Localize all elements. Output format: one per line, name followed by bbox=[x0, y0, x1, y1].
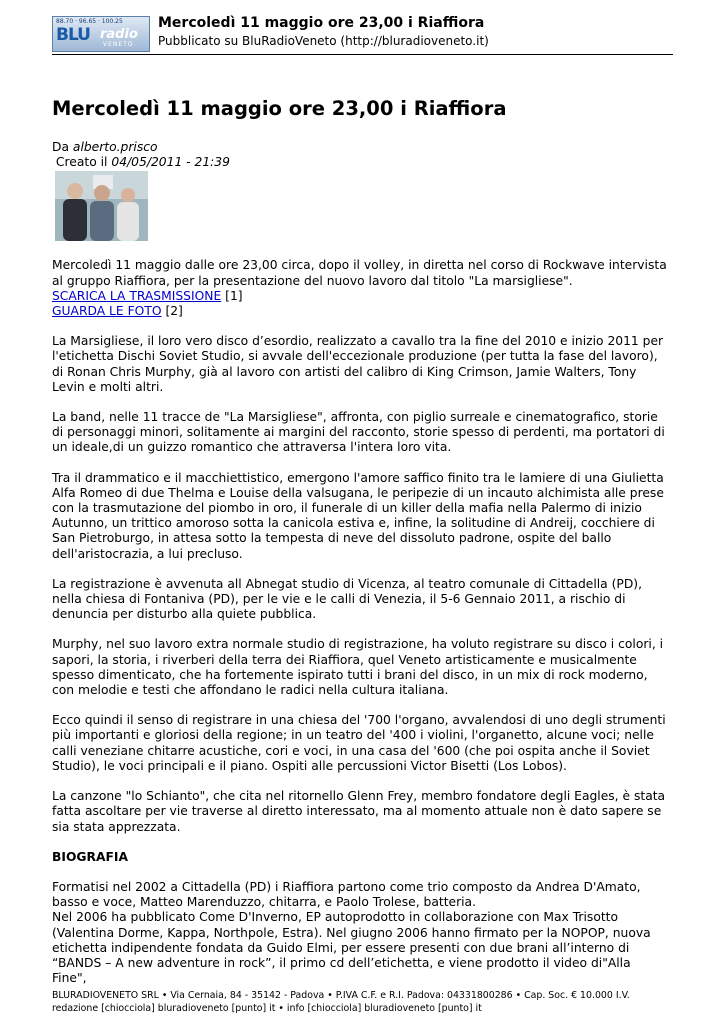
footer-contacts: redazione [chiocciola] bluradioveneto [punto] it • info [chiocciola] bluradioveneto [punto] it bbox=[52, 1003, 482, 1014]
created-prefix: Creato il bbox=[52, 155, 112, 170]
bluradioveneto-logo bbox=[52, 16, 150, 52]
view-photos-link[interactable]: GUARDA LE FOTO bbox=[52, 304, 162, 319]
ref-2: [2] bbox=[161, 304, 183, 319]
bio-line: Nel 2006 ha pubblicato Come D'Inverno, EP autoprodotto in collaborazione con Max Trisotto (Valentina Dorme, Kappa, Northpole, Estra). Nel giugno 2006 hanno firmato per la NOPOP, nuova etichetta indipendente fondata da Guido Elmi, per essere presenti con due brani all’interno di “BANDS – A new adventure in rock”, il primo cd dell’etichetta, e viene prodotto il video di"Alla Fine", bbox=[52, 910, 651, 986]
created-line bbox=[52, 155, 668, 170]
paragraph: Ecco quindi il senso di registrare in una chiesa del '700 l'organo, avvalendosi di uno degli strumenti più importanti e gloriosi della regione; in un teatro del '400 i violini, l'organetto, alcune voci; nelle calli veneziane chitarre acustiche, cori e voci, in una casa del '600 (che poi ospita anche il Soviet Studio), le voci principali e il piano. Ospiti alle percussioni Victor Bisetti (Los Lobos). bbox=[52, 713, 666, 773]
author-prefix: Da bbox=[52, 140, 73, 154]
paragraph: Murphy, nel suo lavoro extra normale studio di registrazione, ha voluto registrare su disco i colori, i sapori, la storia, i riverberi della terra dei Riaffiora, quel Veneto artisticamente e musicalmente spesso dimenticato, che ha fortemente ispirato tutti i brani del disco, in un mix di rock moderno, con melodie e testi che affondano le radici nella cultura italiana. bbox=[52, 637, 664, 698]
photos-line bbox=[52, 304, 668, 319]
logo-blu: BLU bbox=[56, 25, 90, 45]
download-broadcast-link[interactable]: SCARICA LA TRASMISSIONE bbox=[52, 288, 222, 303]
page-footer bbox=[52, 989, 672, 1015]
bio-heading: BIOGRAFIA bbox=[52, 849, 128, 864]
created-date: 04/05/2011 - 21:39 bbox=[111, 155, 230, 170]
footer-company: BLURADIOVENETO SRL • Via Cernaia, 84 - 35142 - Padova • P.IVA C.F. e R.I. Padova: 04331800286 • Cap. Soc. € 10.000 I.V. bbox=[52, 990, 630, 1001]
band-photo[interactable] bbox=[55, 171, 148, 241]
paragraph: La registrazione è avvenuta all Abnegat studio di Vicenza, al teatro comunale di Cittadella (PD), nella chiesa di Fontaniva (PD), per le vie e le calli di Venezia, il 5-6 Gennaio 2011, a rischio di denuncia per disturbo alla quiete pubblica. bbox=[52, 576, 642, 622]
paragraph: La band, nelle 11 tracce de "La Marsigliese", affronta, con piglio surreale e cinematografico, storie di personaggi minori, solitamente ai margini del racconto, storie spesso di perdenti, ma portatori di un ideale,di un guizzo romantico che attraversa l'intera loro vita. bbox=[52, 410, 665, 455]
paragraph: Tra il drammatico e il macchiettistico, emergono l'amore saffico finito tra le lamiere di una Giulietta Alfa Romeo di due Thelma e Louise della valsugana, le peripezie di un incauto alchimista alle prese con la trasmutazione del piombo in oro, il funerale di un killer della mafia nella Palermo di inizio Autunno, un trittico amoroso sotta la canicola estiva e, infine, la solitudine di Andreij, cocchiere di San Pietroburgo, in attesa sotto la tempesta di neve del dissoluto padrone, ospite del ballo dell'aristocrazia, a lui precluso. bbox=[52, 470, 664, 561]
paragraph: La Marsigliese, il loro vero disco d’esordio, realizzato a cavallo tra la fine del 2010 e inizio 2011 per l'etichetta Dischi Soviet Studio, si avvale dell'eccezionale produzione (per tutta la fase del lavoro), di Ronan Chris Murphy, già al lavoro con artisti del calibro di King Crimson, Jamie Walters, Tony Levin e molti altri. bbox=[52, 334, 664, 394]
header-title: Mercoledì 11 maggio ore 23,00 i Riaffiora bbox=[158, 15, 485, 31]
logo-radio: radio bbox=[100, 27, 138, 42]
logo-veneto: VENETO bbox=[103, 41, 134, 48]
bio-line: Formatisi nel 2002 a Cittadella (PD) i Riaffiora partono come trio composto da Andrea D'Amato, basso e voce, Matteo Marenduzzo, chitarra, e Paolo Trolese, batteria. bbox=[52, 879, 641, 910]
author-name: alberto.prisco bbox=[72, 140, 158, 154]
header-source: Pubblicato su BluRadioVeneto (http://bluradioveneto.it) bbox=[158, 34, 489, 48]
intro-text: Mercoledì 11 maggio dalle ore 23,00 circa, dopo il volley, in diretta nel corso di Rockwave intervista al gruppo Riaffiora, per la presentazione del nuovo lavoro dal titolo "La marsigliese". bbox=[52, 258, 667, 288]
paragraph: La canzone "lo Schianto", che cita nel ritornello Glenn Frey, membro fondatore degli Eagles, è stata fatta ascoltare per vie traverse al diretto interessato, ma al momento attuale non è dato sapere se sia stata apprezzata. bbox=[52, 789, 666, 834]
logo-frequencies: 88.70 · 96.65 · 100.25 bbox=[56, 18, 123, 25]
ref-1: [1] bbox=[221, 288, 243, 303]
download-line bbox=[52, 289, 668, 304]
page-header bbox=[52, 14, 673, 55]
article-title: Mercoledì 11 maggio ore 23,00 i Riaffiora bbox=[52, 97, 507, 120]
author-line bbox=[52, 140, 668, 155]
article bbox=[52, 96, 668, 986]
